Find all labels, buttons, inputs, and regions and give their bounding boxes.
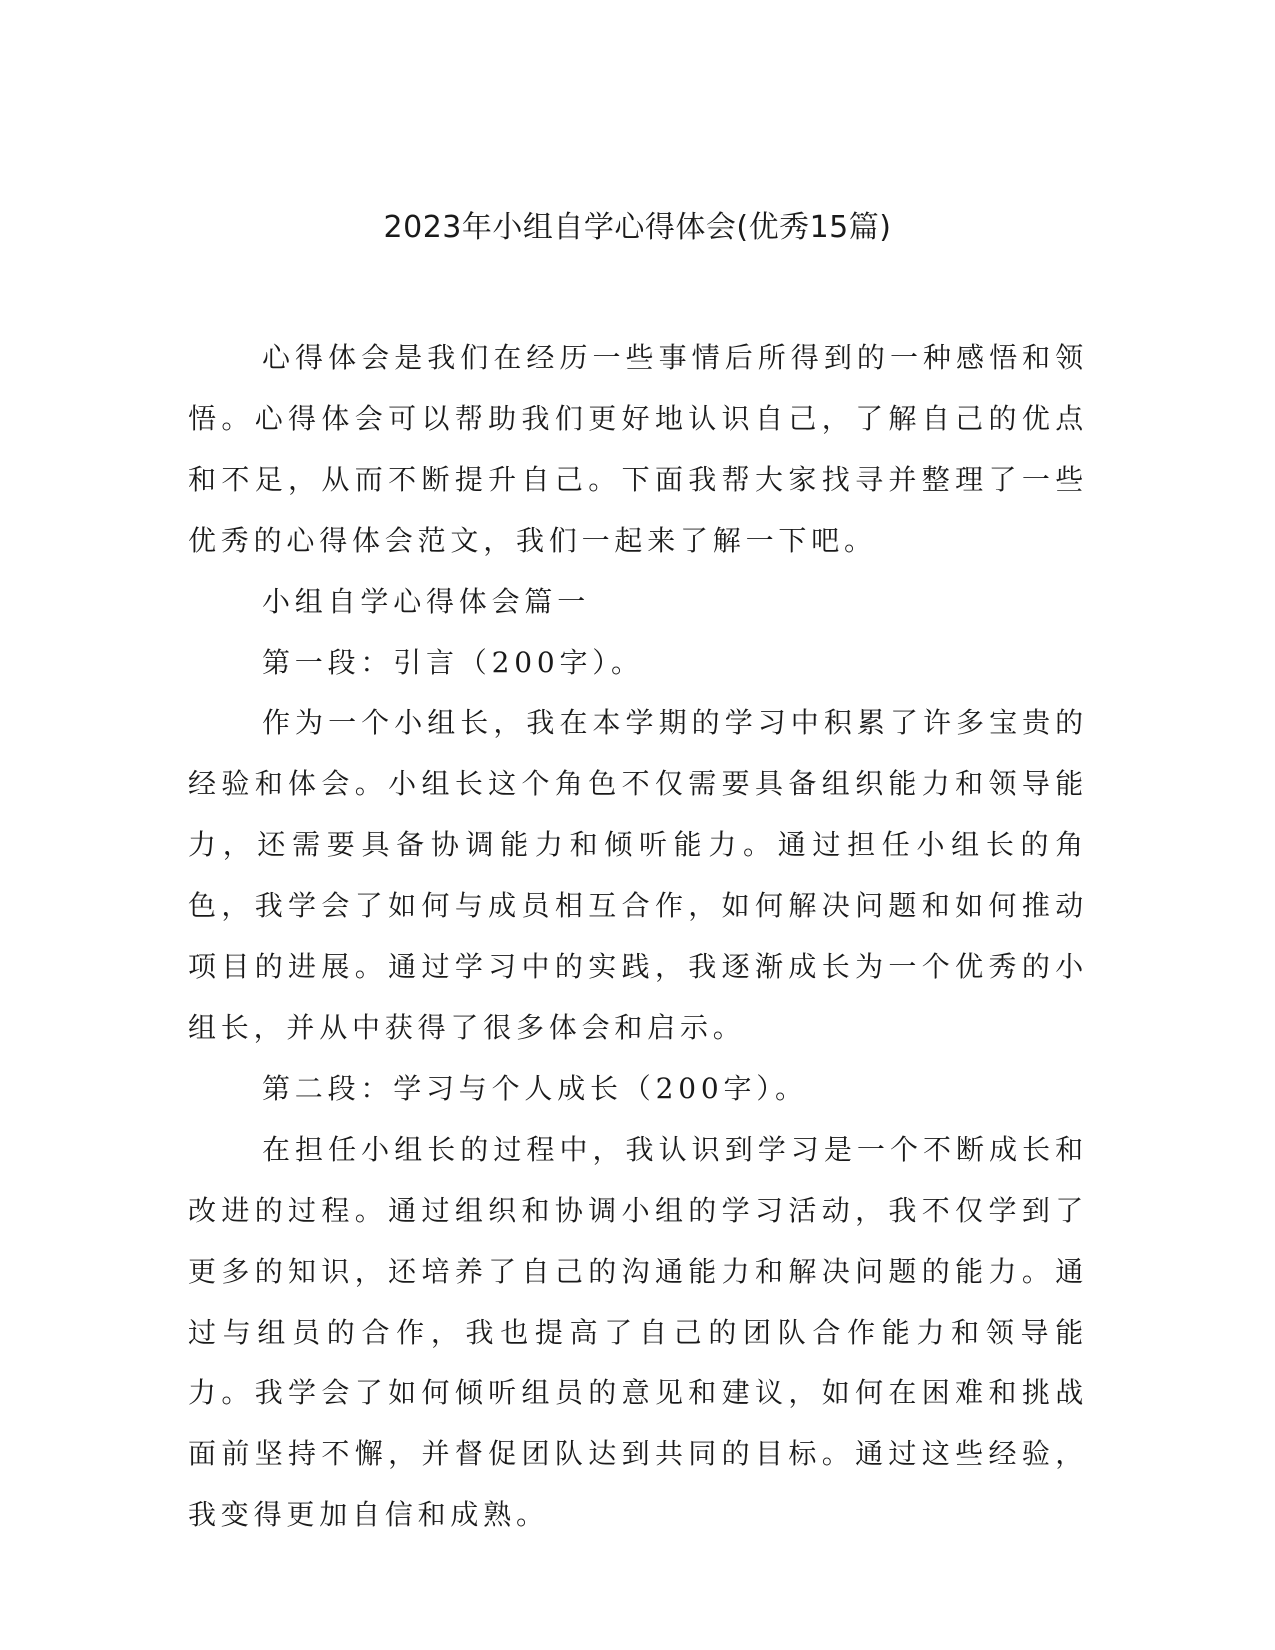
- body-paragraph: 在担任小组长的过程中，我认识到学习是一个不断成长和改进的过程。通过组织和协调小组的学习活动，我不仅学到了更多的知识，还培养了自己的沟通能力和解决问题的能力。通过与组员的合作，我也提高了自己的团队合作能力和领导能力。我学会了如何倾听组员的意见和建议，如何在困难和挑战面前坚持不懈，并督促团队达到共同的目标。通过这些经验，我变得更加自信和成熟。: [188, 1132, 1088, 1532]
- subsection-heading: 第一段：引言（200字）。: [262, 645, 644, 679]
- intro-paragraph: 心得体会是我们在经历一些事情后所得到的一种感悟和领悟。心得体会可以帮助我们更好地认识自己，了解自己的优点和不足，从而不断提升自己。下面我帮大家找寻并整理了一些优秀的心得体会范文，我们一起来了解一下吧。: [188, 341, 1088, 557]
- document-title: 2023年小组自学心得体会(优秀15篇): [383, 210, 892, 245]
- section-heading: 小组自学心得体会篇一: [262, 584, 591, 618]
- body-paragraph: 作为一个小组长，我在本学期的学习中积累了许多宝贵的经验和体会。小组长这个角色不仅需要具备组织能力和领导能力，还需要具备协调能力和倾听能力。通过担任小组长的角色，我学会了如何与成员相互合作，如何解决问题和如何推动项目的进展。通过学习中的实践，我逐渐成长为一个优秀的小组长，并从中获得了很多体会和启示。: [188, 706, 1088, 1044]
- subsection-heading: 第二段：学习与个人成长（200字）。: [262, 1071, 808, 1105]
- document-body: [188, 328, 1088, 1546]
